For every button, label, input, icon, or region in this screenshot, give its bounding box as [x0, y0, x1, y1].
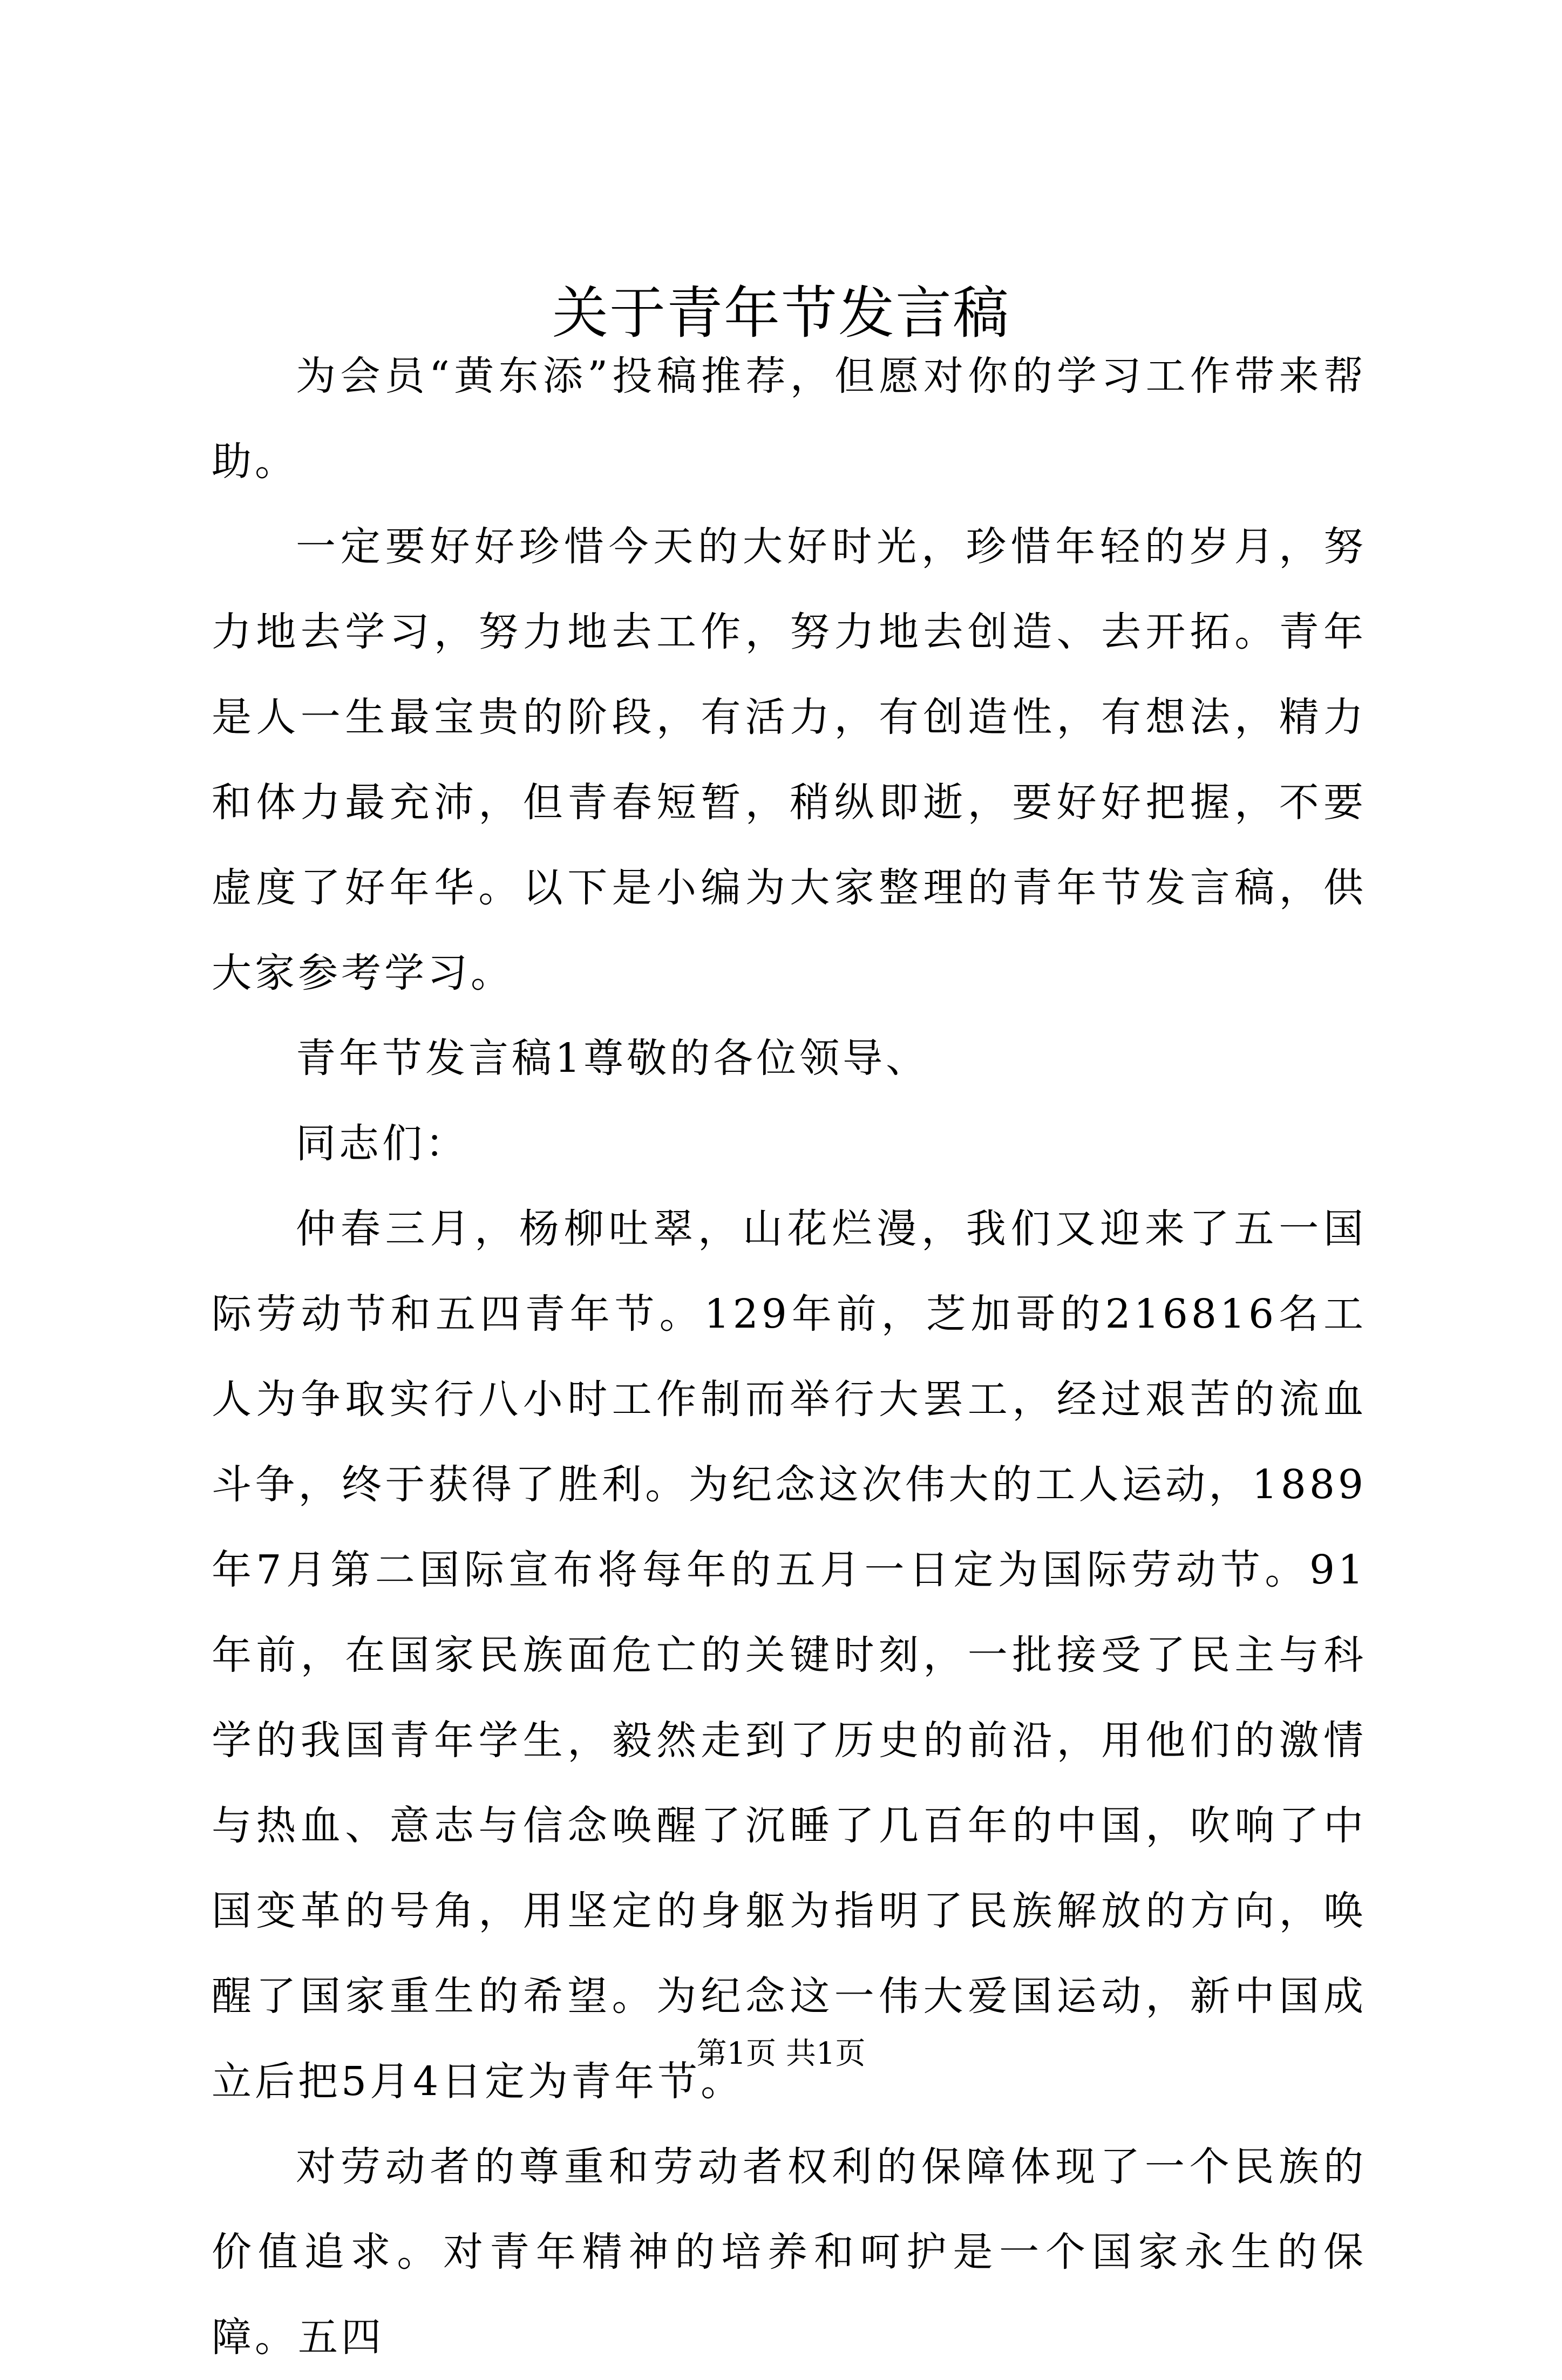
- page-number-footer: 第1页 共1页: [696, 2036, 866, 2071]
- paragraph-history: 仲春三月，杨柳吐翠，山花烂漫，我们又迎来了五一国际劳动节和五四青年节。129年前，芝加哥的216816名工人为争取实行八小时工作制而举行大罢工，经过艰苦的流血斗争，终于获得了胜利。为纪念这次伟大的工人运动，1889年7月第二国际宣布将每年的五月一日定为国际劳动节。91年前，在国家民族面危亡的关键时刻，一批接受了民主与科学的我国青年学生，毅然走到了历史的前沿，用他们的激情与热血、意志与信念唤醒了沉睡了几百年的中国，吹响了中国变革的号角，用坚定的身躯为指明了民族解放的方向，唤醒了国家重生的希望。为纪念这一伟大爱国运动，新中国成立后把5月4日定为青年节。: [212, 1206, 1367, 2105]
- paragraph-recommendation: 为会员“黄东添”投稿推荐，但愿对你的学习工作带来帮助。: [212, 353, 1367, 485]
- document-title: 关于青年节发言稿: [552, 280, 1010, 346]
- paragraph-intro: 一定要好好珍惜今天的大好时光，珍惜年轻的岁月，努力地去学习，努力地去工作，努力地去创造、去开拓。青年是人一生最宝贵的阶段，有活力，有创造性，有想法，精力和体力最充沛，但青春短暂，稍纵即逝，要好好把握，不要虚度了好年华。以下是小编为大家整理的青年节发言稿，供大家参考学习。: [212, 523, 1367, 996]
- paragraph-values: 对劳动者的尊重和劳动者权利的保障体现了一个民族的价值追求。对青年精神的培养和呵护是一个国家永生的保障。五四: [212, 2144, 1367, 2361]
- paragraph-speech-heading: 青年节发言稿1尊敬的各位领导、: [296, 1035, 929, 1082]
- paragraph-salutation: 同志们：: [296, 1120, 468, 1167]
